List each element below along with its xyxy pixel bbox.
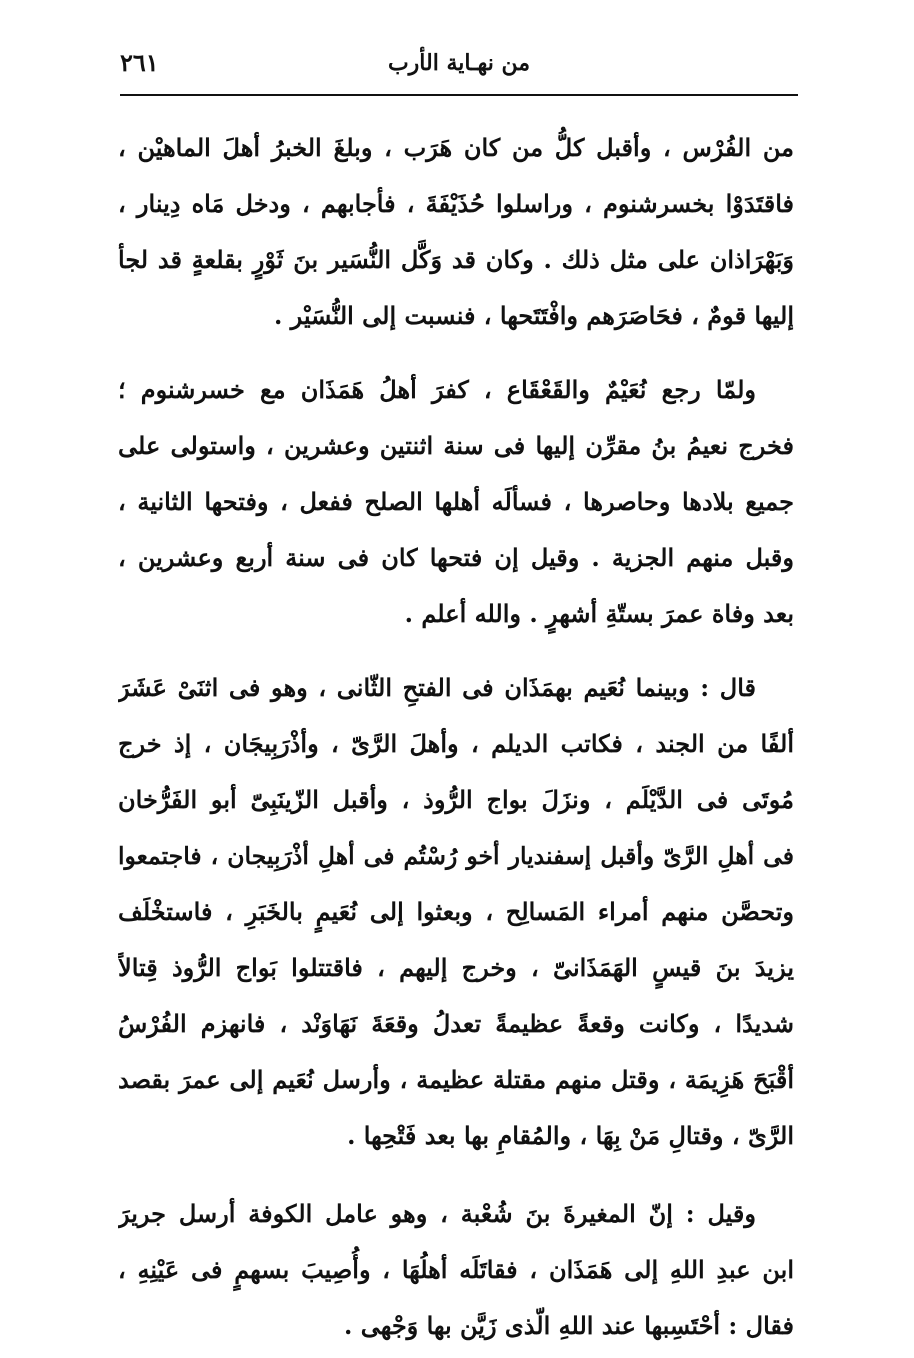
- paragraph-4: [118, 1186, 794, 1354]
- text-line: فى أهلِ الرَّىّ وأقبل إسفنديار أخو رُسْتُم فى أهلِ أذْرَبِيجان ، فاجتمعوا: [118, 842, 794, 870]
- text-line: وَبَهْرَاذان على مثل ذلك . وكان قد وَكَّل النُّسَير بنَ ثَوْرٍ بقلعةٍ قد لجأ: [118, 245, 794, 274]
- paragraph-1: [118, 120, 794, 344]
- text-line: يزيدَ بنَ قيسٍ الهَمَذَانىّ ، وخرج إليهم ، فاقتتلوا بَواج الرُّوذ قِتالاً: [118, 953, 794, 982]
- text-line: من الفُرْس ، وأقبل كلُّ من كان هَرَب ، وبلغَ الخبرُ أهلَ الماهيْن ،: [118, 133, 794, 162]
- text-line: بعد وفاة عمرَ بستّةِ أشهرٍ . والله أعلم .: [404, 599, 794, 628]
- text-line: وقبل منهم الجزية . وقيل إن فتحها كان فى سنة أربع وعشرين ،: [118, 543, 794, 572]
- text-line: ابن عبدِ اللهِ إلى هَمَذَان ، فقاتَلَه أهلُهَا ، وأُصِيبَ بسهمٍ فى عَيْنِهِ ،: [118, 1255, 794, 1284]
- text-line: أقْبَحَ هَزِيمَة ، وقتل منهم مقتلة عظيمة ، وأرسل نُعَيم إلى عمرَ بقصد: [118, 1065, 794, 1094]
- text-line: قال : وبينما نُعَيم بهمَذَان فى الفتحِ الثّانى ، وهو فى اثنَىْ عَشَرَ: [118, 673, 756, 702]
- text-line: ألفًا من الجند ، فكاتب الديلم ، وأهلَ الرَّىّ ، وأذْرَبِيجَان ، إذ خرج: [118, 729, 794, 758]
- header-rule: [120, 94, 798, 96]
- text-line: ولمّا رجع نُعَيْمٌ والقَعْقَاع ، كفرَ أهلُ هَمَذَان مع خسرشنوم ؛: [118, 375, 756, 404]
- text-line: جميع بلادها وحاصرها ، فسألَه أهلها الصلح ففعل ، وفتحها الثانية ،: [118, 487, 794, 516]
- page-number: ٢٦١: [120, 48, 159, 77]
- page-header: [120, 48, 798, 92]
- text-line: فخرج نعيمُ بنُ مقرِّن إليها فى سنة اثنتين وعشرين ، واستولى على: [118, 431, 794, 460]
- text-line: وقيل : إنّ المغيرةَ بنَ شُعْبة ، وهو عامل الكوفة أرسل جريرَ: [118, 1199, 756, 1228]
- text-line: إليها قومٌ ، فحَاصَرَهم وافْتَتَحها ، فنسبت إلى النُّسَيْر .: [273, 301, 794, 330]
- paragraph-2: [118, 362, 794, 642]
- body-text: [118, 120, 794, 1354]
- text-line: فاقتَدَوْا بخسرشنوم ، وراسلوا حُذَيْفَةَ ، فأجابهم ، ودخل مَاه دِينار ،: [118, 189, 794, 218]
- text-line: فقال : أحْتَسِبها عند اللهِ الّذى زَيَّن بها وَجْهى .: [344, 1311, 794, 1340]
- text-line: مُوتَى فى الدَّيْلَم ، ونزَلَ بواج الرُّوذ ، وأقبل الزّينَبِىّ أبو الفَرُّخان: [118, 785, 794, 814]
- text-line: الرَّىّ ، وقتالِ مَنْ بِهَا ، والمُقامِ بها بعد فَتْحِها .: [347, 1121, 794, 1150]
- text-line: وتحصَّن منهم أمراء المَسالِح ، وبعثوا إلى نُعَيمٍ بالخَبَرِ ، فاستخْلَف: [118, 897, 794, 926]
- running-title: من نهـاية الأرب: [387, 50, 531, 76]
- paragraph-3: [118, 660, 794, 1164]
- text-line: شديدًا ، وكانت وقعةً عظيمةً تعدلُ وقعَةَ نَهَاوَنْد ، فانهزم الفُرْسُ: [118, 1009, 794, 1038]
